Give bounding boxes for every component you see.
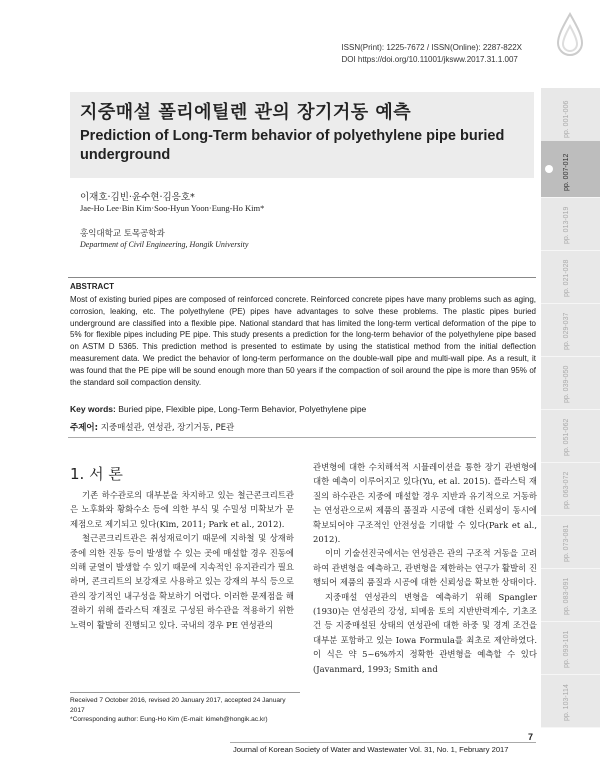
side-tab-6[interactable] xyxy=(541,406,600,463)
side-index-tabs xyxy=(541,88,600,728)
active-dot-icon xyxy=(545,165,553,173)
side-tab-label: pp. 007-012 xyxy=(563,153,570,191)
left-paragraph-2: 철근콘크리트관은 취성재료이기 때문에 지하철 및 상재하중에 의한 진동 등이 발생할 수 있는 곳에 매설할 경우 진동에 의해 균열이 발생할 수 있기 때문에 지속적인 유지관리가 필요하며, 콘크리트의 보강재로 사용하고 있는 강재의 부식 등으로 관의 장기적인 내구성을 확보하기 어렵다. 이러한 문제점을 해결하기 위해 플라스틱 재질로 구성된 하수관을 적용하기 위한 노력이 활발히 진행되고 있다. 국내의 경우 PE 연성관의 xyxy=(70,533,294,630)
side-tab-9[interactable] xyxy=(541,565,600,622)
keywords-text-ko: 지중매설관, 연성관, 장기거동, PE관 xyxy=(100,423,235,433)
keywords-label: Key words: xyxy=(70,404,116,414)
right-column xyxy=(313,460,537,676)
side-tab-1[interactable] xyxy=(541,141,600,198)
side-tab-label: pp. 021-028 xyxy=(563,259,570,297)
issn-doi-block xyxy=(341,42,522,66)
right-paragraph-2: 이미 기술선진국에서는 연성관은 관의 구조적 거동을 고려하여 관변형을 예측하고, 관변형을 제한하는 연구가 활발히 진행되어 제품의 품질과 시공에 대한 신뢰성을 확보한 상태이다. xyxy=(313,548,537,588)
keywords-english xyxy=(70,404,366,414)
side-tab-11[interactable] xyxy=(541,671,600,728)
left-paragraph-1: 기존 하수관로의 대부분을 차지하고 있는 철근콘크리트관은 노후화와 황화수소 등에 의한 부식 및 수밀성 미확보가 문제점으로 제기되고 있다(Kim, 2011; Park et al., 2012). xyxy=(70,490,294,529)
corresponding-author: *Corresponding author: Eung-Ho Kim (E-mail: kimeh@hongik.ac.kr) xyxy=(70,716,268,723)
journal-citation: Journal of Korean Society of Water and Wastewater Vol. 31, No. 1, February 2017 xyxy=(233,745,509,754)
left-column xyxy=(70,488,294,632)
received-dates: Received 7 October 2016, revised 20 January 2017, accepted 24 January 2017 xyxy=(70,697,286,714)
abstract-text: Most of existing buried pipes are composed of reinforced concrete. Reinforced concrete pipes have many problems such as aging, corrosion, leaking, etc. The polyethylene (PE) pipes have advantages to solve these problems. The plastic pipes buried underground are classified into a flexible pipe. National standard that has limited the long-term vertical deformation of the pipe to 5% for flexible pipes including PE pipe. This study presents a prediction for the long-term behavior of the polyethylene pipe based on ASTM D 5365. This prediction method is presented to estimate by using the statistical method from the initial deflection measurement data. We predict the behavior of long-term performance on the double-wall pipe and multi-wall pipe. As a result, it was found that the PE pipe will be sound enough more than 50 years if the compaction of soil around the pipe is more than 95% of the standard soil compaction density. xyxy=(70,295,536,387)
side-tab-4[interactable] xyxy=(541,300,600,357)
side-tab-label: pp. 063-072 xyxy=(563,471,570,509)
affiliation-korean: 홍익대학교 토목공학과 xyxy=(80,229,165,239)
side-tab-label: pp. 083-091 xyxy=(563,577,570,615)
side-tab-0[interactable] xyxy=(541,88,600,145)
side-tab-8[interactable] xyxy=(541,512,600,569)
side-tab-label: pp. 103-114 xyxy=(563,684,570,721)
doi-link[interactable]: DOI https://doi.org/10.11001/jksww.2017.31.1.007 xyxy=(341,55,518,64)
journal-logo-icon xyxy=(550,10,590,60)
keywords-korean xyxy=(70,421,234,433)
right-paragraph-3: 지중매설 연성관의 변형을 예측하기 위해 Spangler (1930)는 연성관의 강성, 되메움 토의 지반반력계수, 기초조건 등 지중매설된 상태의 연성관에 대한 하중 및 경계 조건을 대부분 포함하고 있는 Iowa Formula를 최초로 제안하였다. 이 식은 약 5~6%까지 정확한 관변형을 예측할 수 있다(Javanmard, 1993; Smith and xyxy=(313,591,537,674)
section-title: 1. 서 론 xyxy=(70,465,123,483)
page-number: 7 xyxy=(528,732,534,742)
side-tab-7[interactable] xyxy=(541,459,600,516)
keywords-text: Buried pipe, Flexible pipe, Long-Term Behavior, Polyethylene pipe xyxy=(118,404,367,414)
issn-line: ISSN(Print): 1225-7672 / ISSN(Online): 2287-822X xyxy=(341,43,522,52)
authors-korean: 이재호·김빈·윤수현·김응호* xyxy=(80,192,195,203)
abstract-heading: ABSTRACT xyxy=(70,282,114,291)
side-tab-10[interactable] xyxy=(541,618,600,675)
side-tab-5[interactable] xyxy=(541,353,600,410)
footer-rule xyxy=(230,742,536,743)
authors-english: Jae-Ho Lee·Bin Kim·Soo-Hyun Yoon·Eung-Ho Kim* xyxy=(80,203,265,213)
abstract-top-rule xyxy=(68,277,536,278)
side-tab-label: pp. 051-062 xyxy=(563,418,570,456)
footnote xyxy=(70,696,300,725)
side-tab-2[interactable] xyxy=(541,194,600,251)
title-korean: 지중매설 폴리에틸렌 관의 장기거동 예측 xyxy=(80,102,412,123)
keywords-label-ko: 주제어: xyxy=(70,423,99,433)
title-english: Prediction of Long-Term behavior of polyethylene pipe buried underground xyxy=(80,128,505,163)
side-tab-label: pp. 001-006 xyxy=(563,100,570,138)
side-tab-label: pp. 073-081 xyxy=(563,524,570,562)
side-tab-3[interactable] xyxy=(541,247,600,304)
side-tab-label: pp. 029-037 xyxy=(563,312,570,350)
footnote-rule xyxy=(70,692,300,693)
keywords-bottom-rule xyxy=(68,437,536,438)
affiliation-english: Department of Civil Engineering, Hongik University xyxy=(80,240,249,249)
side-tab-label: pp. 013-019 xyxy=(563,206,570,244)
side-tab-label: pp. 039-050 xyxy=(563,365,570,403)
side-tab-label: pp. 093-101 xyxy=(563,630,570,668)
right-paragraph-1: 관변형에 대한 수치해석적 시뮬레이션을 통한 장기 관변형에 대한 예측이 이루어지고 있다(Yu, et al. 2015). 플라스틱 재질의 하수관은 지중에 매설할 경우 지반과 유기적으로 거동하는 연성관으로써 제품의 품질과 시공에 대한 신뢰성이 동시에 확보되어야 구조적인 안전성을 기대할 수 있다(Park et al., 2012). xyxy=(313,462,537,545)
